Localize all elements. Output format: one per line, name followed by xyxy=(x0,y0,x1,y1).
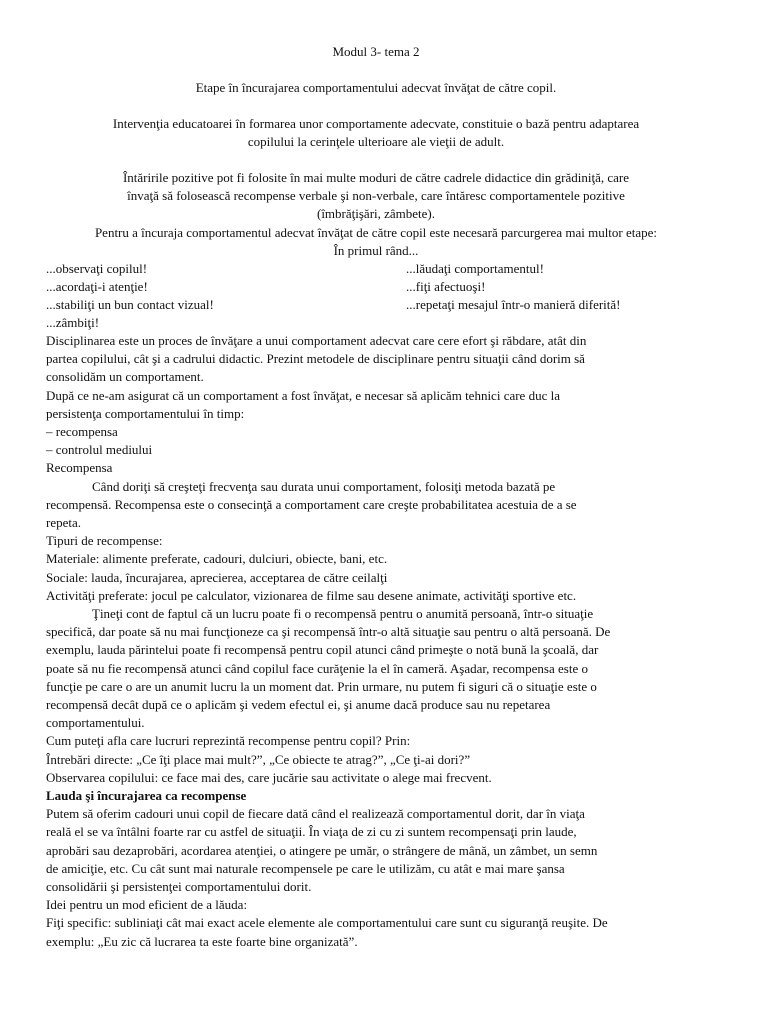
context-line-4: poate să nu fie recompensă atunci când copilul face curăţenie la el în cameră. Aşadar, recompensa este o xyxy=(46,661,588,676)
context-line-7: comportamentului. xyxy=(46,715,145,730)
steps-row-4 xyxy=(46,314,706,332)
ideas-line: Idei pentru un mod eficient de a lăuda: xyxy=(46,897,248,912)
intro-line-2: copilului la cerinţele ulterioare ale vieţii de adult. xyxy=(247,134,505,149)
praise-line-1: Putem să oferim cadouri unui copil de fiecare dată când el realizează comportamentul dorit, dar în viaţa xyxy=(46,806,585,821)
steps-row-3 xyxy=(46,296,706,314)
after-line-1: După ce ne-am asigurat că un comportament a fost învăţat, e necesar să aplicăm tehnici care duc la xyxy=(46,388,560,403)
reward-line-1: Când doriţi să creşteţi frecvenţa sau durata unui comportament, folosiţi metoda bazată pe xyxy=(92,479,556,494)
steps-row-2 xyxy=(46,278,706,296)
bullet-controlul-mediului: – controlul mediului xyxy=(46,442,153,457)
discipline-line-3: consolidăm un comportament. xyxy=(46,369,204,384)
paragraph-1-line-2: învaţă să folosească recompense verbale şi non-verbale, care întăresc comportamentele pozitive xyxy=(127,188,625,203)
praise-line-3: aprobări sau dezaprobări, acordarea atenţiei, o atingere pe umăr, o strângere de mână, un zâmbet, un semn xyxy=(46,843,598,858)
paragraph-2-line-1: Pentru a încuraja comportamentul adecvat învăţat de către copil este necesară parcurgerea mai multor etape: xyxy=(94,225,658,240)
heading-recompensa: Recompensa xyxy=(46,460,113,475)
bullet-recompensa: – recompensa xyxy=(46,424,118,439)
paragraph-1-line-3: (îmbrăţişări, zâmbete). xyxy=(316,206,436,221)
document-subtitle: Etape în încurajarea comportamentului adecvat învăţat de către copil. xyxy=(195,80,557,95)
reward-type-material: Materiale: alimente preferate, cadouri, dulciuri, obiecte, bani, etc. xyxy=(46,551,388,566)
observation-line: Observarea copilului: ce face mai des, care jucărie sau activitate o alege mai frecvent. xyxy=(46,770,492,785)
intro-line-1: Intervenţia educatoarei în formarea unor comportamente adecvate, constituie o bază pentru adaptarea xyxy=(112,116,640,131)
praise-line-4: de amiciţie, etc. Cu cât sunt mai naturale recompensele pe care le utilizăm, cu atât e mai mare şansa xyxy=(46,861,565,876)
specific-line-2: exemplu: „Eu zic că lucrarea ta este foarte bine organizată”. xyxy=(46,934,358,949)
reward-type-social: Sociale: lauda, încurajarea, aprecierea, acceptarea de către ceilalţi xyxy=(46,570,388,585)
reward-line-2: recompensă. Recompensa este o consecinţă a comportament care creşte probabilitatea acestuia de a se xyxy=(46,497,577,512)
steps-row-1 xyxy=(46,260,706,278)
paragraph-1-line-1: Întăririle pozitive pot fi folosite în mai multe moduri de către cadrele didactice din grădiniţă, care xyxy=(122,170,630,185)
heading-lauda: Lauda şi încurajarea ca recompense xyxy=(46,788,247,803)
step-item: ...observaţi copilul! xyxy=(46,261,148,276)
reward-types-title: Tipuri de recompense: xyxy=(46,533,163,548)
context-line-2: specifică, dar poate să nu mai funcţioneze ca şi recompensă într-o altă situaţie sau pentru o altă persoană. De xyxy=(46,624,611,639)
context-line-6: recompensă decât după ce o aplicăm şi vedem efectul ei, şi anume dacă produce sau nu repetarea xyxy=(46,697,551,712)
question-line: Cum puteţi afla care lucruri reprezintă recompense pentru copil? Prin: xyxy=(46,733,411,748)
discipline-line-1: Disciplinarea este un proces de învăţare a unui comportament adecvat care cere efort şi răbdare, atât din xyxy=(46,333,587,348)
reward-line-3: repeta. xyxy=(46,515,82,530)
step-item: ...stabiliţi un bun contact vizual! xyxy=(46,297,214,312)
paragraph-2-line-2: În primul rând... xyxy=(333,243,419,258)
step-item: ...acordaţi-i atenţie! xyxy=(46,279,148,294)
step-item: ...fiţi afectuoşi! xyxy=(406,279,486,294)
specific-line-1: Fiţi specific: subliniaţi cât mai exact acele elemente ale comportamentului care sunt cu siguranţă reuşite. De xyxy=(46,915,608,930)
document-title: Modul 3- tema 2 xyxy=(332,44,420,59)
step-item: ...repetaţi mesajul într-o manieră diferită! xyxy=(406,297,621,312)
step-item: ...lăudaţi comportamentul! xyxy=(406,261,544,276)
context-line-1: Ţineţi cont de faptul că un lucru poate fi o recompensă pentru o anumită persoană, într-o situaţie xyxy=(92,606,594,621)
discipline-line-2: partea copilului, cât şi a cadrului didactic. Prezint metodele de disciplinare pentru situaţii când dorim să xyxy=(46,351,585,366)
praise-line-2: reală el se va întâlni foarte rar cu astfel de situaţii. În viaţa de zi cu zi suntem recompensaţi prin laude, xyxy=(46,824,577,839)
context-line-5: funcţie pe care o are un anumit lucru la un moment dat. Prin urmare, nu putem fi siguri că o situaţie este o xyxy=(46,679,597,694)
context-line-3: exemplu, lauda părintelui poate fi recompensă pentru copil atunci când primeşte o notă bună la şcoală, dar xyxy=(46,642,599,657)
reward-type-activity: Activităţi preferate: jocul pe calculator, vizionarea de filme sau desene animate, activităţi sportive etc. xyxy=(46,588,577,603)
after-line-2: persistenţa comportamentului în timp: xyxy=(46,406,245,421)
step-item: ...zâmbiţi! xyxy=(46,315,100,330)
direct-questions-line: Întrebări directe: „Ce îţi place mai mult?”, „Ce obiecte te atrag?”, „Ce ţi-ai dori?” xyxy=(46,752,471,767)
praise-line-5: consolidării şi persistenţei comportamentului dorit. xyxy=(46,879,312,894)
